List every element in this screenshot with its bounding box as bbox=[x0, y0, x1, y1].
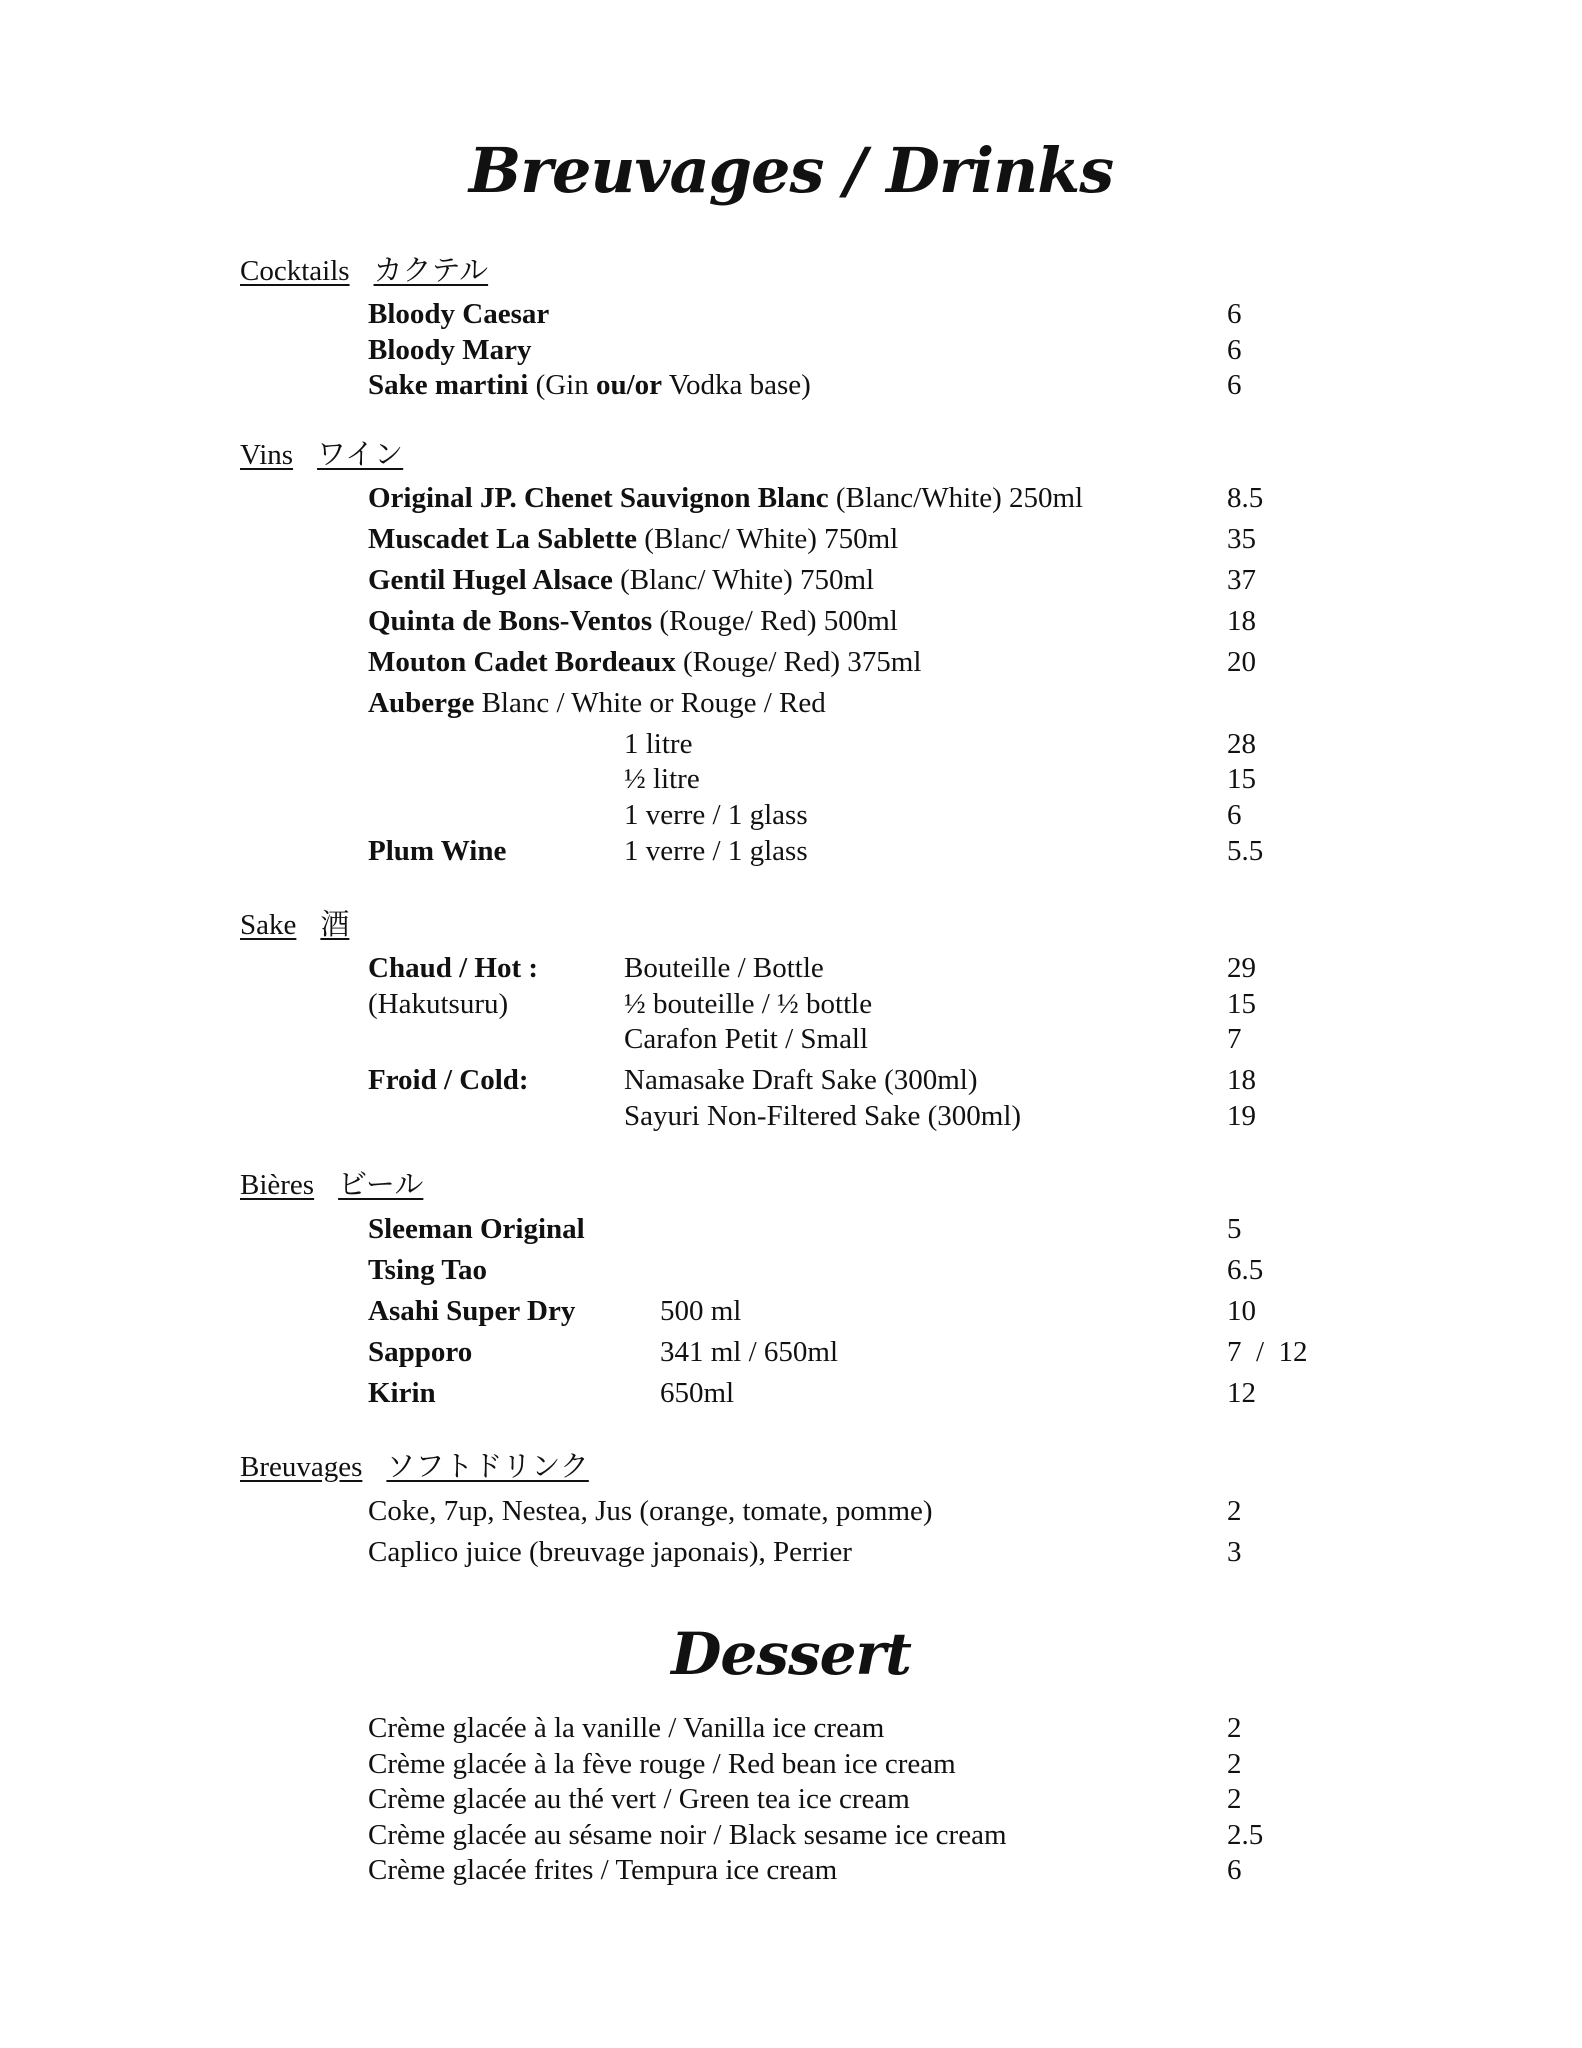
menu-item-price: 8.5 bbox=[1227, 482, 1264, 514]
menu-item-price: 5 bbox=[1227, 1213, 1242, 1245]
heading-label-jp: ワイン bbox=[317, 439, 404, 471]
menu-item-size: 341 ml / 650ml bbox=[660, 1336, 839, 1368]
menu-item-price: 10 bbox=[1227, 1295, 1256, 1327]
menu-item-desc: Caplico juice (breuvage japonais), Perrier bbox=[368, 1536, 852, 1568]
menu-item-size: ½ litre bbox=[624, 763, 700, 795]
sake-hot-sublabel: (Hakutsuru) bbox=[368, 988, 509, 1020]
section-heading-vins bbox=[240, 441, 403, 470]
menu-item-price: 2 bbox=[1227, 1495, 1242, 1527]
menu-item-price: 19 bbox=[1227, 1100, 1256, 1132]
menu-item-name: Sapporo bbox=[368, 1336, 473, 1368]
section-heading-breuvages bbox=[240, 1453, 589, 1482]
dessert-title: Dessert bbox=[671, 1620, 911, 1688]
section-heading-bieres bbox=[240, 1171, 423, 1200]
menu-item-price: 7 bbox=[1227, 1023, 1242, 1055]
heading-label: Breuvages bbox=[240, 1451, 363, 1483]
menu-item-desc: Crème glacée à la fève rouge / Red bean ice cream bbox=[368, 1748, 956, 1780]
menu-item-price: 15 bbox=[1227, 988, 1256, 1020]
menu-item-size: 1 litre bbox=[624, 728, 693, 760]
menu-item-price: 18 bbox=[1227, 605, 1256, 637]
menu-item-price: 6 bbox=[1227, 369, 1242, 401]
menu-item-name: Quinta de Bons-Ventos (Rouge/ Red) 500ml bbox=[368, 605, 898, 637]
menu-item-price: 6 bbox=[1227, 799, 1242, 831]
section-heading-sake bbox=[240, 911, 349, 940]
menu-item-desc: Sayuri Non-Filtered Sake (300ml) bbox=[624, 1100, 1022, 1132]
menu-item-desc: Crème glacée frites / Tempura ice cream bbox=[368, 1854, 838, 1886]
heading-label: Bières bbox=[240, 1169, 315, 1201]
menu-item-name: Original JP. Chenet Sauvignon Blanc (Blanc/White) 250ml bbox=[368, 482, 1084, 514]
menu-item-size: 1 verre / 1 glass bbox=[624, 835, 808, 867]
menu-item-name: Mouton Cadet Bordeaux (Rouge/ Red) 375ml bbox=[368, 646, 922, 678]
menu-item-size: 650ml bbox=[660, 1377, 735, 1409]
menu-item-name: Sake martini (Gin ou/or Vodka base) bbox=[368, 369, 811, 401]
menu-item-price: 6.5 bbox=[1227, 1254, 1264, 1286]
menu-item-desc: Crème glacée à la vanille / Vanilla ice cream bbox=[368, 1712, 885, 1744]
heading-label-jp: 酒 bbox=[320, 909, 350, 941]
menu-item-name: Sleeman Original bbox=[368, 1213, 585, 1245]
menu-item-desc: Crème glacée au thé vert / Green tea ice cream bbox=[368, 1783, 910, 1815]
menu-item-name: Kirin bbox=[368, 1377, 436, 1409]
menu-item-price: 15 bbox=[1227, 763, 1256, 795]
menu-item-name: Tsing Tao bbox=[368, 1254, 488, 1286]
menu-item-price: 6 bbox=[1227, 1854, 1242, 1886]
menu-item-price: 2.5 bbox=[1227, 1819, 1264, 1851]
menu-item-price: 3 bbox=[1227, 1536, 1242, 1568]
menu-item-name: Bloody Mary bbox=[368, 334, 532, 366]
menu-item-price: 2 bbox=[1227, 1712, 1242, 1744]
menu-item-desc: Bouteille / Bottle bbox=[624, 952, 824, 984]
menu-item-price: 6 bbox=[1227, 334, 1242, 366]
heading-label-jp: ソフトドリンク bbox=[386, 1451, 589, 1483]
heading-label-jp: カクテル bbox=[373, 255, 489, 287]
menu-item-name: Gentil Hugel Alsace (Blanc/ White) 750ml bbox=[368, 564, 875, 596]
menu-item-name: Auberge Blanc / White or Rouge / Red bbox=[368, 687, 826, 719]
menu-item-price: 35 bbox=[1227, 523, 1256, 555]
menu-item-desc: Namasake Draft Sake (300ml) bbox=[624, 1064, 978, 1096]
menu-item-desc: Carafon Petit / Small bbox=[624, 1023, 869, 1055]
menu-item-name: Plum Wine bbox=[368, 835, 507, 867]
menu-item-desc: Coke, 7up, Nestea, Jus (orange, tomate, pomme) bbox=[368, 1495, 933, 1527]
heading-label-jp: ビール bbox=[338, 1169, 424, 1201]
sake-hot-label: Chaud / Hot : bbox=[368, 952, 539, 984]
menu-item-desc: ½ bouteille / ½ bottle bbox=[624, 988, 873, 1020]
menu-item-price: 37 bbox=[1227, 564, 1256, 596]
menu-item-price: 18 bbox=[1227, 1064, 1256, 1096]
page-title: Breuvages / Drinks bbox=[468, 134, 1114, 207]
heading-label: Sake bbox=[240, 909, 297, 941]
menu-item-name: Asahi Super Dry bbox=[368, 1295, 576, 1327]
heading-label: Cocktails bbox=[240, 255, 350, 287]
menu-item-price: 2 bbox=[1227, 1748, 1242, 1780]
menu-item-price: 28 bbox=[1227, 728, 1256, 760]
menu-item-name: Muscadet La Sablette (Blanc/ White) 750ml bbox=[368, 523, 899, 555]
menu-item-price: 2 bbox=[1227, 1783, 1242, 1815]
menu-item-size: 1 verre / 1 glass bbox=[624, 799, 808, 831]
heading-label: Vins bbox=[240, 439, 294, 471]
menu-item-price: 5.5 bbox=[1227, 835, 1264, 867]
section-heading-cocktails bbox=[240, 257, 488, 286]
menu-item-price: 20 bbox=[1227, 646, 1256, 678]
menu-item-price: 12 bbox=[1227, 1377, 1256, 1409]
menu-item-price: 29 bbox=[1227, 952, 1256, 984]
sake-cold-label: Froid / Cold: bbox=[368, 1064, 529, 1096]
menu-item-price: 7 / 12 bbox=[1227, 1336, 1308, 1368]
menu-item-desc: Crème glacée au sésame noir / Black sesame ice cream bbox=[368, 1819, 1007, 1851]
menu-item-size: 500 ml bbox=[660, 1295, 742, 1327]
menu-item-price: 6 bbox=[1227, 298, 1242, 330]
menu-item-name: Bloody Caesar bbox=[368, 298, 550, 330]
